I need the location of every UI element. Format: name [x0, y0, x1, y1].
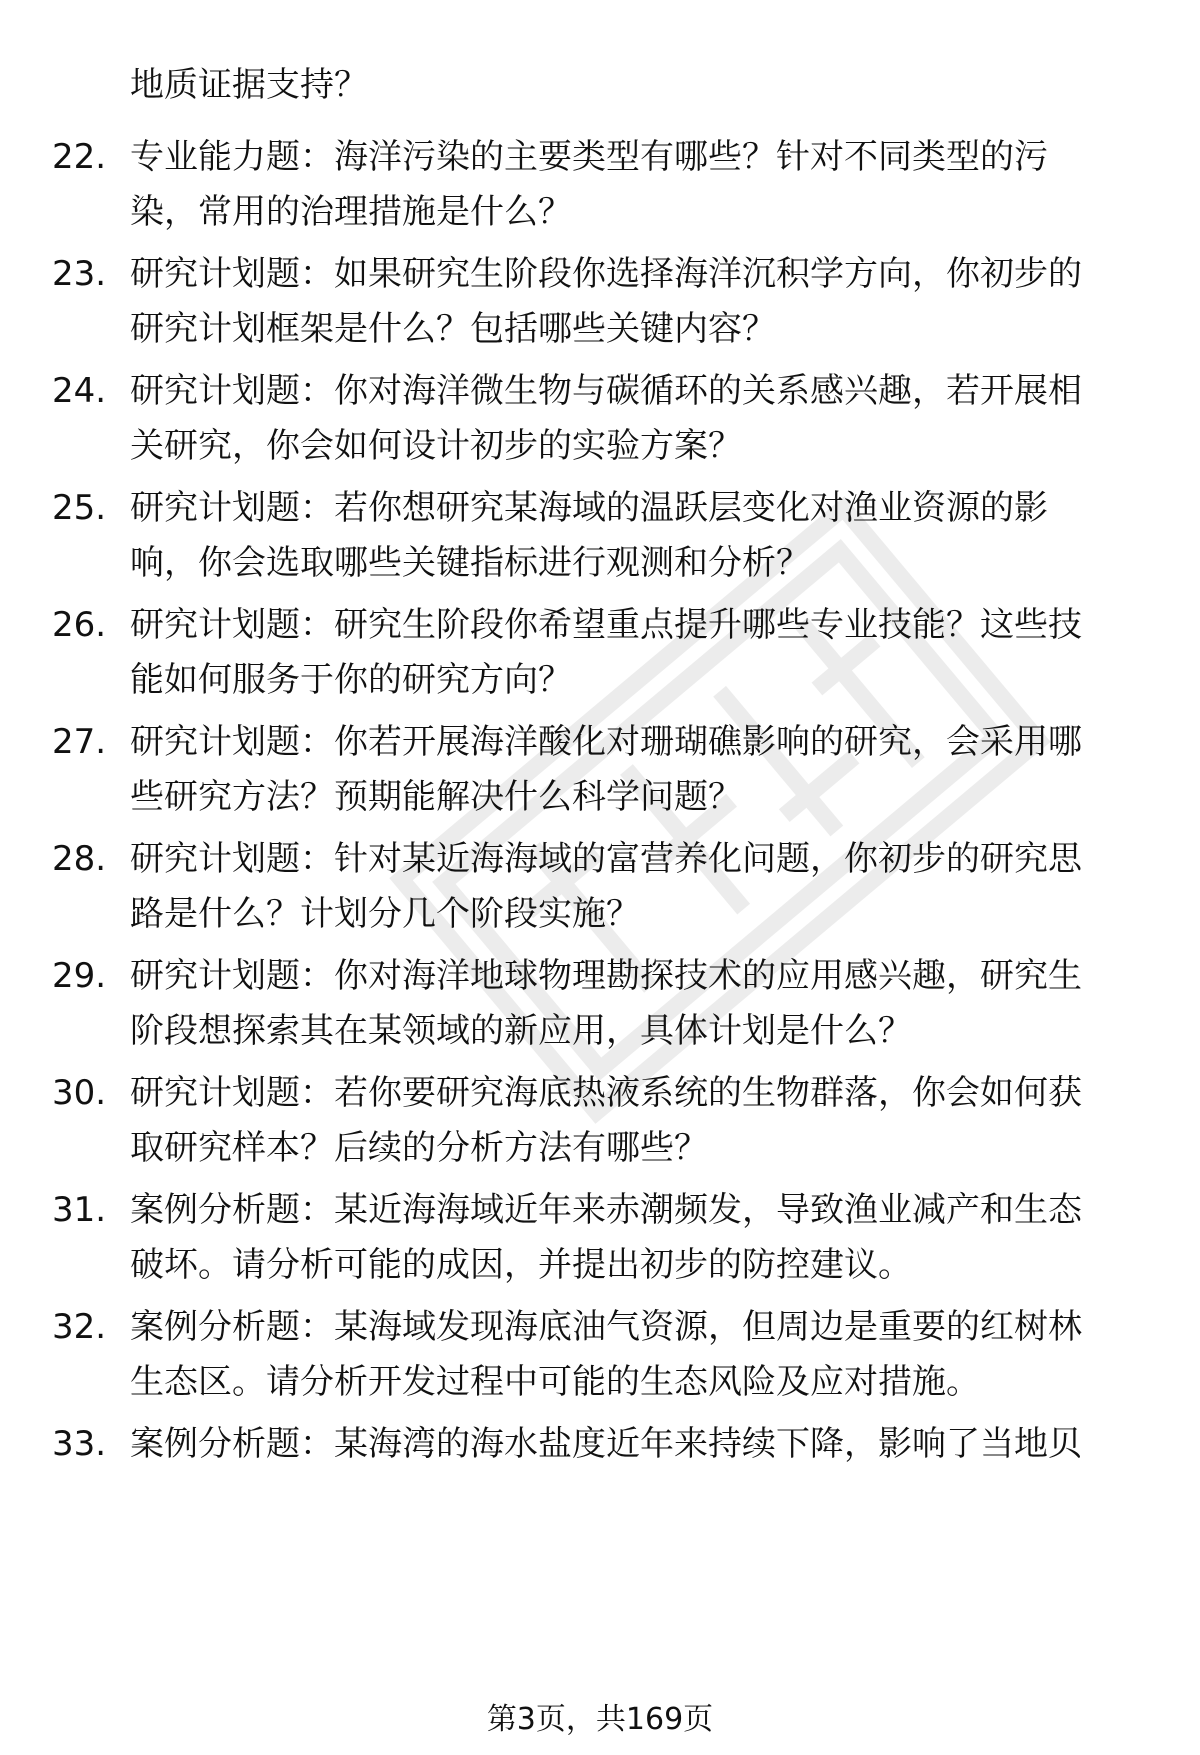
item-text-line: 能如何服务于你的研究方向？ [130, 660, 572, 700]
item-text-line: 研究计划题：如果研究生阶段你选择海洋沉积学方向，你初步的 [130, 254, 1082, 294]
item-text-line: 生态区。请分析开发过程中可能的生态风险及应对措施。 [130, 1362, 980, 1402]
item-number: 25. [52, 488, 107, 528]
item-text-line: 取研究样本？后续的分析方法有哪些？ [130, 1128, 708, 1168]
item-text-line: 研究计划题：你对海洋地球物理勘探技术的应用感兴趣，研究生 [130, 956, 1082, 996]
item-number: 31. [52, 1190, 107, 1230]
item-text-line: 案例分析题：某海域发现海底油气资源，但周边是重要的红树林 [130, 1307, 1082, 1347]
item-number: 30. [52, 1073, 107, 1113]
item-text-line: 研究计划题：你若开展海洋酸化对珊瑚礁影响的研究，会采用哪 [130, 722, 1082, 762]
item-text-line: 路是什么？计划分几个阶段实施？ [130, 894, 640, 934]
item-number: 24. [52, 371, 107, 411]
item-text-line: 响，你会选取哪些关键指标进行观测和分析？ [130, 543, 810, 583]
item-text-line: 研究计划题：若你要研究海底热液系统的生物群落，你会如何获 [130, 1073, 1082, 1113]
item-text-line: 案例分析题：某海湾的海水盐度近年来持续下降，影响了当地贝 [130, 1424, 1082, 1464]
item-text-line: 研究计划题：若你想研究某海域的温跃层变化对渔业资源的影 [130, 488, 1048, 528]
item-text-line: 研究计划题：针对某近海海域的富营养化问题，你初步的研究思 [130, 839, 1082, 879]
item-text-line: 研究计划题：研究生阶段你希望重点提升哪些专业技能？这些技 [130, 605, 1082, 645]
item-text-line: 阶段想探索其在某领域的新应用，具体计划是什么？ [130, 1011, 912, 1051]
continuation-line: 地质证据支持？ [130, 65, 368, 105]
item-number: 33. [52, 1424, 107, 1464]
page-footer: 第3页，共169页 [486, 1702, 714, 1737]
item-text-line: 案例分析题：某近海海域近年来赤潮频发，导致渔业减产和生态 [130, 1190, 1082, 1230]
item-text-line: 专业能力题：海洋污染的主要类型有哪些？针对不同类型的污 [130, 137, 1048, 177]
item-number: 32. [52, 1307, 107, 1347]
item-number: 29. [52, 956, 107, 996]
item-text-line: 研究计划框架是什么？包括哪些关键内容？ [130, 309, 776, 349]
item-number: 27. [52, 722, 107, 762]
item-number: 23. [52, 254, 107, 294]
item-text-line: 破坏。请分析可能的成因，并提出初步的防控建议。 [130, 1245, 912, 1285]
item-number: 26. [52, 605, 107, 645]
item-text-line: 些研究方法？预期能解决什么科学问题？ [130, 777, 742, 817]
item-number: 28. [52, 839, 107, 879]
item-text-line: 研究计划题：你对海洋微生物与碳循环的关系感兴趣，若开展相 [130, 371, 1082, 411]
item-text-line: 染，常用的治理措施是什么？ [130, 192, 572, 232]
item-text-line: 关研究，你会如何设计初步的实验方案？ [130, 426, 742, 466]
item-number: 22. [52, 137, 107, 177]
